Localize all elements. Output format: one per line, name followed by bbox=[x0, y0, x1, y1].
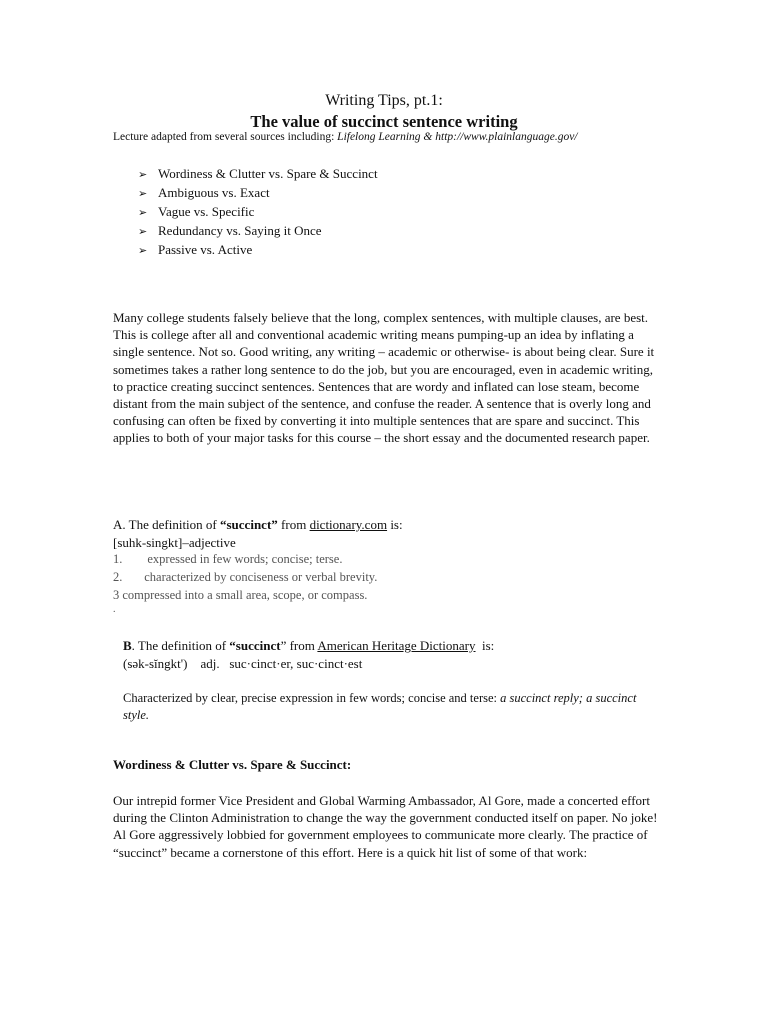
definition-b-letter: B bbox=[123, 638, 132, 653]
definition-a-letter: A bbox=[113, 517, 123, 532]
list-item-label: Passive vs. Active bbox=[158, 242, 253, 257]
definition-a-is: is: bbox=[387, 517, 403, 532]
definition-a-pronunciation: [suhk-singkt]–adjective bbox=[113, 535, 236, 550]
definition-sense: 1. expressed in few words; concise; terse. bbox=[113, 552, 343, 566]
definition-a-text: . The definition of bbox=[122, 517, 220, 532]
arrow-bullet-icon: ➢ bbox=[138, 206, 148, 219]
definition-b-source: American Heritage Dictionary bbox=[317, 638, 476, 653]
list-item-label: Ambiguous vs. Exact bbox=[158, 185, 270, 200]
intro-paragraph: Many college students falsely believe that the long, complex sentences, with multiple clauses, are best. This is college after all and conventional academic writing means pumping-up an idea by inflating a single sentence. Not so. Good writing, any writing – academic or otherwise- is about being clear. Sure it sometimes takes a rather long sentence to do the job, but you are encouraged, even in academic writing, to practice creating succinct sentences. Sentences that are wordy and inflated can lose steam, become distant from the main subject of the sentence, and confuse the reader. A sentence that is overly long and confusing can often be fixed by converting it into multiple sentences that are spare and succinct. This applies to both of your major tasks for this course – the short essay and the documented research paper. bbox=[113, 310, 655, 446]
definition-b-text: . The definition of bbox=[131, 638, 230, 653]
definition-b-term: “succinct bbox=[229, 638, 281, 653]
definition-sense: 2. characterized by conciseness or verbal brevity. bbox=[113, 570, 378, 584]
topic-list bbox=[138, 164, 378, 259]
definition-a-source: dictionary.com bbox=[309, 517, 388, 532]
section-paragraph: Our intrepid former Vice President and Global Warming Ambassador, Al Gore, made a concerted effort during the Clinton Administration to change the way the government conducted itself on paper. No joke! Al Gore aggressively lobbied for government employees to communicate more clearly. The practice of “succinct” became a cornerstone of this effort. Here is a quick hit list of some of that work: bbox=[113, 793, 658, 860]
arrow-bullet-icon: ➢ bbox=[138, 168, 148, 181]
definition-b-is: is: bbox=[475, 638, 495, 653]
list-item-label: Wordiness & Clutter vs. Spare & Succinct bbox=[158, 166, 378, 181]
list-item-label: Vague vs. Specific bbox=[158, 204, 255, 219]
list-item bbox=[138, 183, 378, 202]
list-item-label: Redundancy vs. Saying it Once bbox=[158, 223, 322, 238]
definition-a-from: from bbox=[277, 517, 310, 532]
definition-b-examples: a succinct reply; a succinct style. bbox=[123, 691, 637, 722]
source-attribution bbox=[113, 131, 578, 143]
list-item bbox=[138, 164, 378, 183]
list-item bbox=[138, 202, 378, 221]
document-title: Writing Tips, pt.1: bbox=[325, 92, 443, 109]
definition-sense: 3 compressed into a small area, scope, or compass. bbox=[113, 588, 368, 602]
definition-b-meaning-text: Characterized by clear, precise expression in few words; concise and terse: bbox=[123, 691, 501, 705]
definition-b-from: from bbox=[286, 638, 318, 653]
document-subtitle-heading: The value of succinct sentence writing bbox=[250, 112, 518, 131]
source-attribution-sources: Lifelong Learning & http://www.plainlanguage.gov/ bbox=[337, 131, 578, 143]
definition-a-term: “succinct” bbox=[220, 517, 278, 532]
source-attribution-prefix: Lecture adapted from several sources including: bbox=[113, 131, 338, 143]
section-heading: Wordiness & Clutter vs. Spare & Succinct: bbox=[113, 757, 352, 772]
definition-b-pronunciation: (sək-sĭngkt') adj. suc·cinct·er, suc·cinct·est bbox=[123, 656, 363, 671]
arrow-bullet-icon: ➢ bbox=[138, 187, 148, 200]
definition-b-heading bbox=[123, 638, 494, 654]
definition-a-heading bbox=[113, 517, 403, 533]
list-item bbox=[138, 240, 378, 259]
arrow-bullet-icon: ➢ bbox=[138, 225, 148, 238]
definition-b-meaning bbox=[123, 690, 643, 724]
list-item bbox=[138, 221, 378, 240]
arrow-bullet-icon: ➢ bbox=[138, 244, 148, 257]
stray-period: . bbox=[113, 604, 116, 615]
definition-b-term-close: ” bbox=[280, 638, 287, 653]
